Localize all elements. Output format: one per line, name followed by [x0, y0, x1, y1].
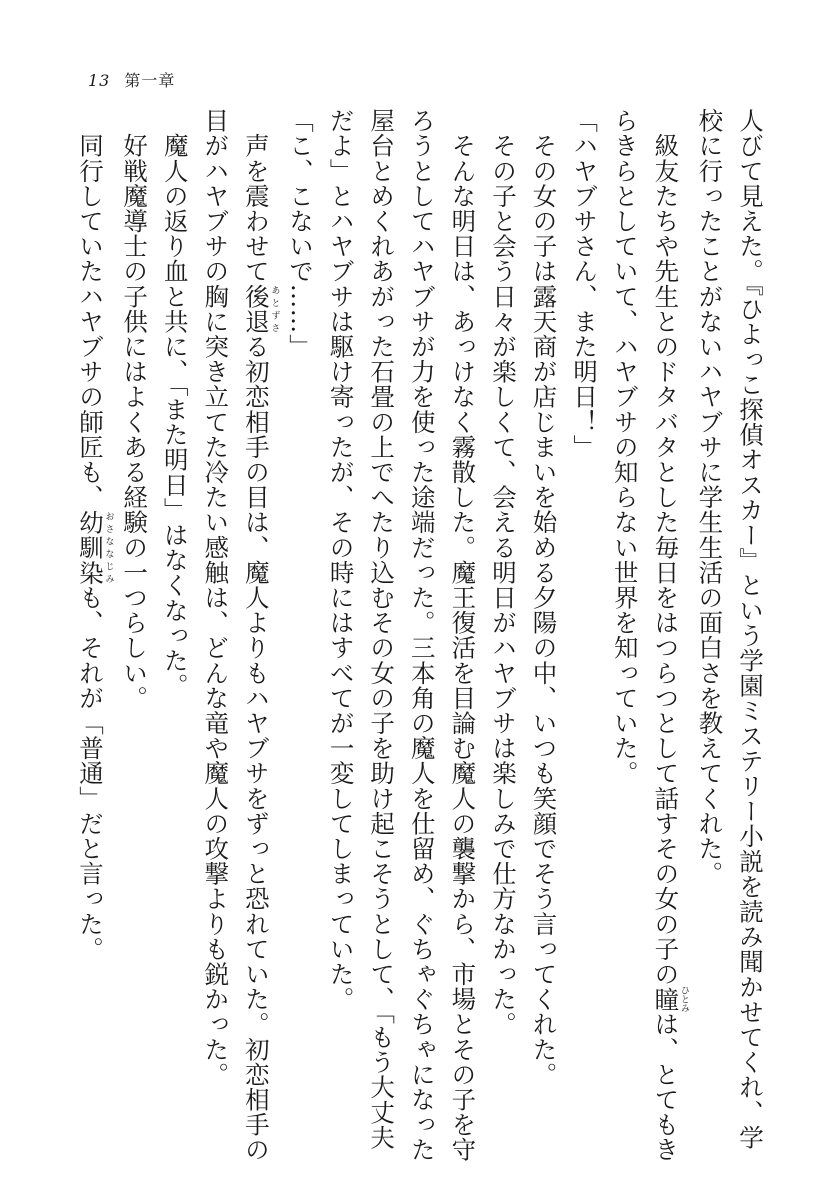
text-segment: 声を震わせて [241, 108, 271, 284]
text-segment: る初恋相手の目は、魔人よりもハヤブサをずっと恐れていた。初恋相手の [241, 333, 271, 1163]
ruby-reading: おさななじみ [103, 509, 114, 585]
text-segment: 校に行ったことがないハヤブサに学生生活の面白さを教えてくれた。 [695, 108, 725, 887]
text-segment: 魔人の返り血と共に、「また明日」はなくなった。 [160, 108, 190, 699]
text-line [645, 108, 689, 1163]
text-segment: は、とてもき [651, 1011, 681, 1163]
text-segment: 級友たちや先生とのドタバタとした毎日をはつらつとして話すその女の子の [651, 108, 681, 987]
text-line [195, 108, 236, 1138]
chapter-title: 第一章 [124, 71, 176, 90]
page-header [88, 68, 175, 91]
text-segment: 人びて見えた。『ひよっこ探偵オスカー』という学園ミステリー小説を読み聞かせてくれ、学 [736, 108, 765, 1150]
text-line [482, 108, 523, 1138]
text-segment: も、それが「普通」だと言った。 [76, 584, 105, 962]
ruby-base: 幼馴染 [76, 509, 105, 585]
text-line [361, 108, 402, 1150]
ruby-base: 後退 [241, 283, 271, 334]
text-line [114, 108, 155, 1138]
page-number: 13 [88, 71, 111, 90]
text-segment: そんな明日は、あっけなく霧散した。魔王復活を目論む魔人の襲撃から、市場とその子を守 [448, 108, 478, 1163]
text-segment: 「ハヤブサさん、また明日！」 [570, 108, 600, 460]
text-segment: 「こ、こないで……」 [285, 108, 315, 359]
text-line [523, 108, 564, 1138]
ruby-retreat [241, 283, 280, 334]
text-segment: 同行していたハヤブサの師匠も、 [76, 108, 105, 510]
text-segment: ろうとしてハヤブサが力を使った途端だった。三本角の魔人を仕留め、ぐちゃぐちゃになった [407, 108, 437, 1163]
ruby-childhood [76, 509, 114, 585]
text-segment: らきらとしていて、ハヤブサの知らない世界を知っていた。 [610, 108, 640, 786]
text-line [604, 108, 645, 1138]
vertical-text-body [69, 108, 770, 1163]
text-segment: その女の子は露天商が店じまいを始める夕陽の中、いつも笑顔でそう言ってくれた。 [529, 108, 559, 1087]
text-segment: 目がハヤブサの胸に突き立てた冷たい感触は、どんな竜や魔人の攻撃よりも鋭かった。 [201, 108, 231, 1087]
text-line [320, 108, 361, 1138]
text-line [69, 108, 113, 1138]
ruby-reading: ひとみ [678, 985, 689, 1013]
text-segment: 屋台とめくれあがった石畳の上でへたり込むその女の子を助け起こそうとして、「もう大丈夫 [367, 108, 397, 1150]
text-line [689, 108, 730, 1138]
text-segment: 好戦魔導士の子供にはよくある経験の一つらしい。 [120, 108, 150, 711]
ruby-base: 瞳 [651, 985, 681, 1013]
text-segment: だよ」とハヤブサは駆け寄ったが、その時にはすべてが一変してしまっていた。 [326, 108, 356, 1012]
text-line [154, 108, 195, 1138]
text-line [235, 108, 280, 1163]
ruby-eye [651, 985, 689, 1013]
text-line [442, 108, 483, 1163]
text-line [279, 108, 320, 1138]
text-segment: その子と会う日々が楽しくて、会える明日がハヤブサは楽しみで仕方なかった。 [488, 108, 518, 1037]
text-line [564, 108, 605, 1138]
text-line [401, 108, 442, 1163]
ruby-reading: あとずさ [269, 283, 280, 334]
text-line [729, 108, 770, 1150]
